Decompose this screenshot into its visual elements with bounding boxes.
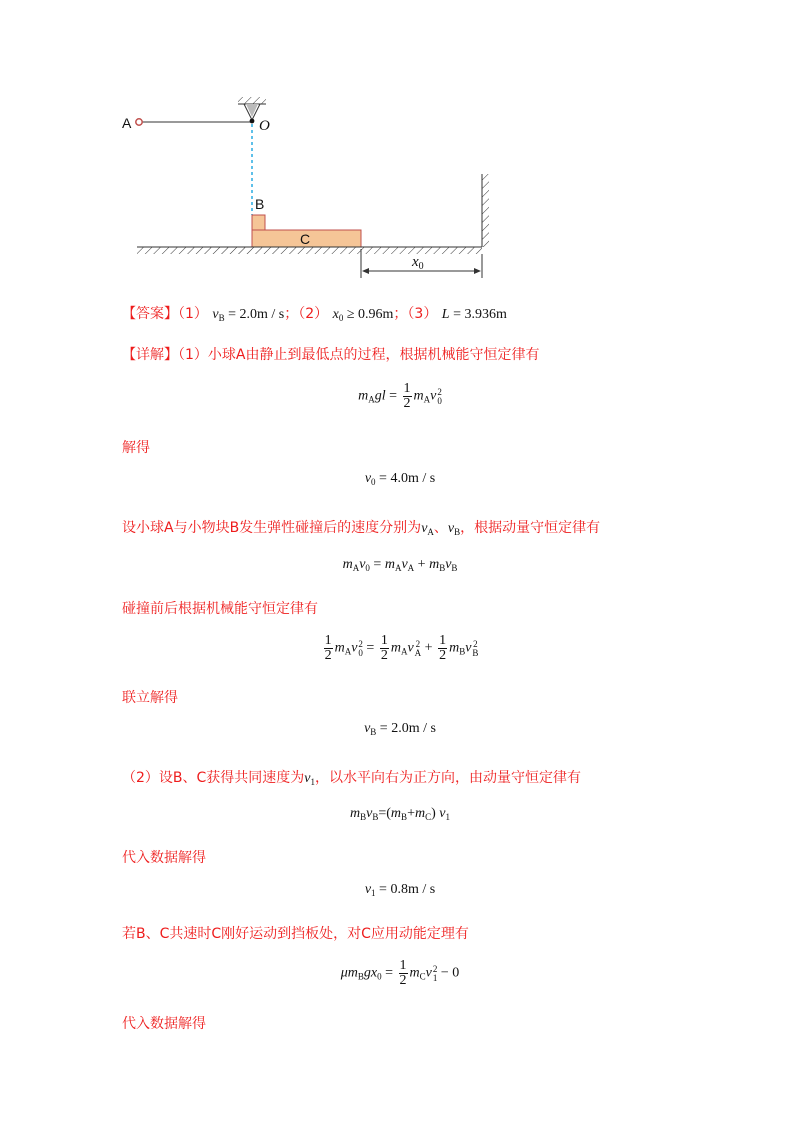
ball-a — [136, 119, 142, 125]
pivot-point — [250, 119, 255, 124]
detail-line-5: 联立解得 — [122, 690, 178, 706]
label-x0: $x_0$ — [412, 254, 424, 272]
detail-line-1: 【详解】（1）小球A由静止到最低点的过程，根据机械能守恒定律有 — [122, 347, 540, 363]
answer-2: $x_0 \ge 0.96m$ — [332, 307, 394, 323]
label-a: A — [122, 115, 132, 131]
pivot-support — [238, 97, 266, 120]
block-b — [252, 215, 265, 230]
equation-momentum-1: $m_Av_0 = m_Av_A + m_Bv_B$ — [342, 557, 458, 573]
detail-line-4: 碰撞前后根据机械能守恒定律有 — [122, 601, 318, 617]
answer-3: L = 3.936m — [441, 307, 507, 322]
label-c: C — [300, 231, 311, 247]
detail-line-8: 若B、C共速时C刚好运动到挡板处，对C应用动能定理有 — [122, 926, 469, 942]
detail-line-6: （2）设B、C获得共同速度为$v_1$，以水平向右为正方向，由动量守恒定律有 — [122, 770, 582, 787]
equation-v1: $v_1 = 0.8m / s$ — [364, 882, 436, 898]
answer-1: $v_B = 2.0m / s$ — [212, 307, 285, 323]
answer-line: 【答案】（1） $v_B = 2.0m / s$；（2） $x_0 \ge 0.96m$；（3） L = 3.936m — [122, 306, 507, 323]
detail-line-9: 代入数据解得 — [122, 1016, 206, 1032]
label-b: B — [255, 196, 265, 212]
equation-work-energy: $\mu m_Bgx_0$ = $\frac{1}{2}$ $m_Cv$ 2 1 − 0 — [340, 958, 460, 988]
detail-line-2: 解得 — [122, 440, 150, 456]
label-o: O — [259, 118, 270, 134]
equation-momentum-2: $m_Bv_B=(m_B+m_C)$ $v_1$ — [349, 806, 450, 822]
detail-line-3: 设小球A与小物块B发生弹性碰撞后的速度分别为$v_A$、$v_B$，根据动量守恒定律有 — [122, 520, 601, 537]
equation-energy-2: $\frac{1}{2}$ $m_Av$ 2 0 = $\frac{1}{2}$ $m_Av$ 2 A + $\frac{1}{2}$ $m_Bv$ 2 B — [324, 633, 479, 663]
equation-energy-1: $m_Agl$ = $\frac{1}{2}$ $m_Av$ 2 0 — [358, 381, 442, 411]
answer-tag: 【答案】 — [122, 306, 178, 322]
detail-line-7: 代入数据解得 — [122, 850, 206, 866]
equation-vB: $v_B = 2.0m / s$ — [364, 721, 436, 737]
physics-diagram — [0, 0, 800, 290]
equation-v0: $v_0 = 4.0m / s$ — [364, 471, 436, 487]
